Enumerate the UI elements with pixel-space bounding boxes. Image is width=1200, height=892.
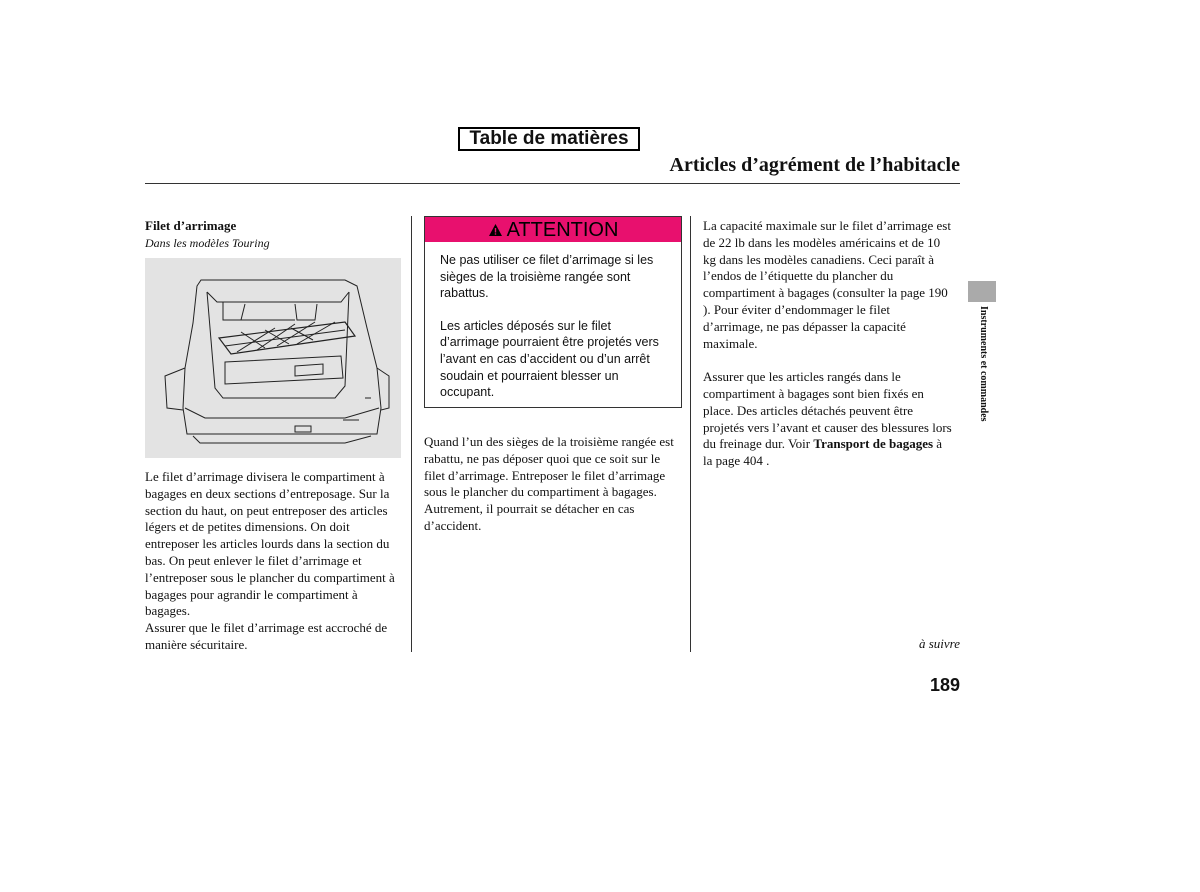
column-1-text (145, 469, 403, 654)
column-3-text (703, 218, 953, 470)
warning-box (424, 216, 682, 408)
load-capacity-paragraph: La capacité maximale sur le filet d’arrimage est de 22 lb dans les modèles américains et de 10 kg dans les modèles canadiens. Ceci paraît à l’endos de l’étiquette du plancher du compartiment à bagages (consulter la page 190 ). Pour éviter d’endommager le filet d’arrimage, ne pas dépasser la capacité maximale. (703, 218, 951, 351)
warning-paragraph-2: Les articles déposés sur le filet d’arrimage pourraient être projetés vers l’avant en cas d’accident ou d’un arrêt soudain et pourraient blesser un occupant. (440, 318, 659, 400)
column-1-header (145, 218, 403, 252)
cargo-net-heading: Filet d’arrimage (145, 218, 237, 233)
table-of-contents-button[interactable]: Table de matières (458, 127, 640, 151)
cargo-net-secure-note: Assurer que le filet d’arrimage est accroché de manière sécuritaire. (145, 620, 388, 652)
warning-body (425, 242, 681, 401)
chapter-tab (968, 281, 996, 302)
warning-paragraph-1: Ne pas utiliser ce filet d’arrimage si les sièges de la troisième rangée sont rabattus. (440, 253, 654, 301)
folded-seat-instruction: Quand l’un des sièges de la troisième rangée est rabattu, ne pas déposer quoi que ce soit sur le filet d’arrimage. Entreposer le filet d’arrimage sous le plancher du compartiment à bagages. Autrement, il pourrait se détacher en cas d’accident. (424, 434, 674, 533)
column-divider-right (690, 216, 691, 652)
section-title: Articles d’agrément de l’habitacle (669, 154, 960, 176)
cargo-net-description: Le filet d’arrimage divisera le compartiment à bagages en deux sections d’entreposage. Sur la section du haut, on peut entreposer des articles légers et de petites dimensions. On doit entreposer les articles lourds dans la section du bas. On peut enlever le filet d’arrimage et l’entreposer sous le plancher du compartiment à bagages pour agrandir le compartiment à bagages. (145, 469, 395, 619)
cargo-area-drawing (145, 258, 401, 458)
cargo-net-illustration (145, 258, 401, 458)
secure-items-text: Assurer que les articles rangés dans le compartiment à bagages sont bien fixés en place. Des articles détachés peuvent être projetés vers l’avant et causer des blessures lors du freinage dur. Voir (703, 369, 952, 452)
continued-note: à suivre (918, 636, 960, 651)
page-number: 189 (929, 675, 960, 695)
column-2-text (424, 434, 680, 535)
header-rule (145, 183, 960, 184)
secure-items-paragraph (703, 369, 953, 470)
model-note: Dans les modèles Touring (145, 235, 270, 250)
warning-title: ATTENTION (506, 218, 619, 241)
warning-header (425, 217, 681, 242)
warning-triangle-icon (488, 223, 503, 237)
chapter-label: Instruments et commandes (978, 306, 989, 422)
page-reference: à la page 404 . (703, 436, 943, 469)
column-divider-left (411, 216, 412, 652)
transport-luggage-link[interactable]: Transport de bagages (813, 436, 934, 452)
